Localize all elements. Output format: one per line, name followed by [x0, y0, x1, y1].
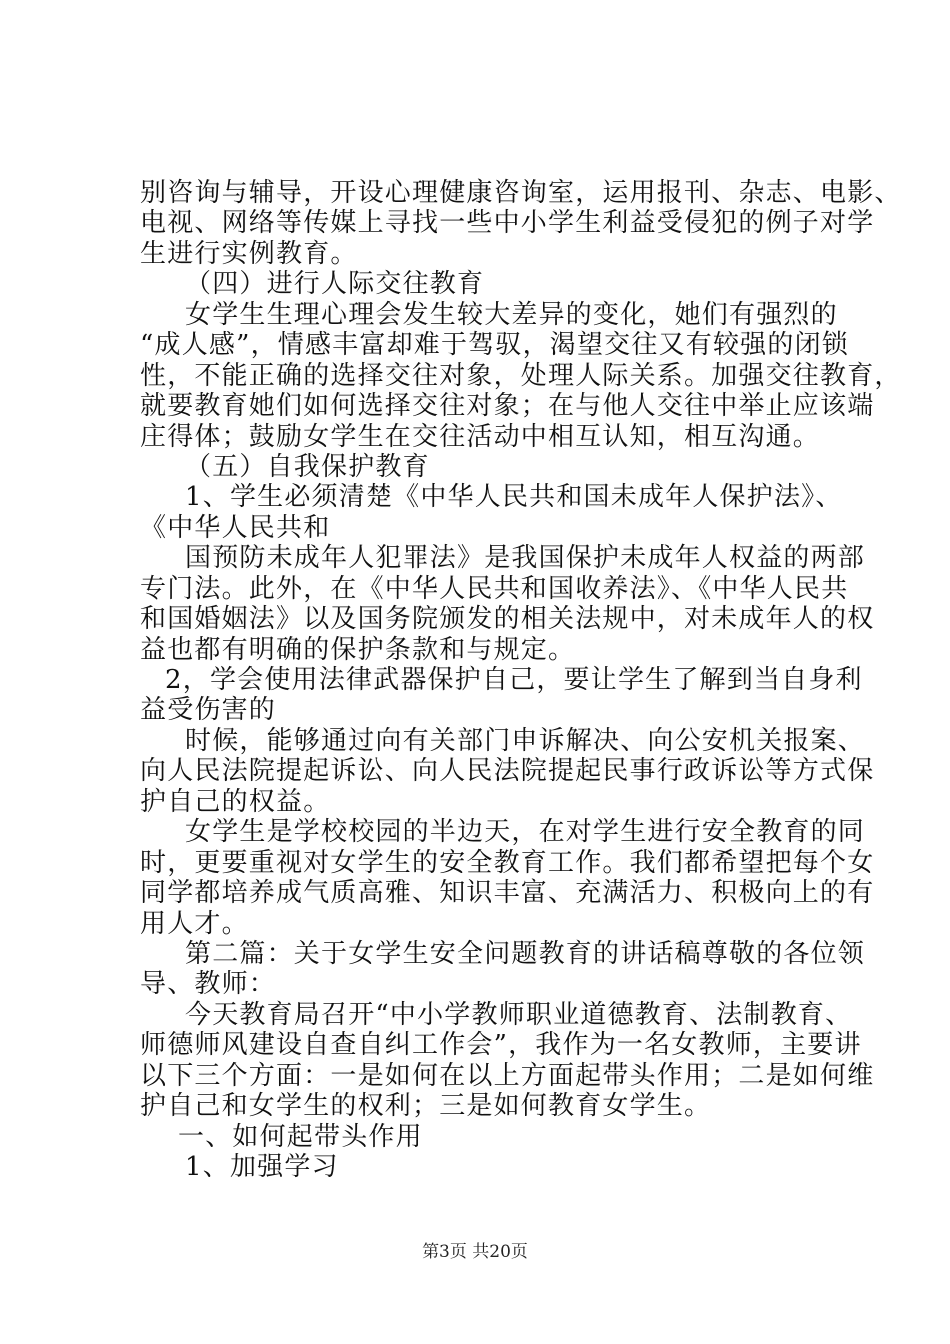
text-line: 电视、网络等传媒上寻找一些中小学生利益受侵犯的例子对学 — [140, 208, 875, 238]
text-line: 益也都有明确的保护条款和与规定。 — [140, 635, 576, 665]
page-footer: 第3页 共20页 — [422, 1242, 528, 1262]
text-line: 护自己和女学生的权利；三是如何教育女学生。 — [140, 1091, 712, 1121]
text-line: 向人民法院提起诉讼、向人民法院提起民事行政诉讼等方式保 — [140, 756, 875, 786]
text-line: 1、学生必须清楚《中华人民共和国未成年人保护法》、 — [185, 482, 843, 512]
text-line: 生进行实例教育。 — [140, 239, 358, 269]
text-line: 今天教育局召开“中小学教师职业道德教育、法制教育、 — [185, 1000, 853, 1030]
text-line: 女学生是学校校园的半边天，在对学生进行安全教育的同 — [185, 817, 866, 847]
text-line: 庄得体；鼓励女学生在交往活动中相互认知，相互沟通。 — [140, 422, 821, 452]
text-line: 性，不能正确的选择交往对象，处理人际关系。加强交往教育， — [140, 361, 902, 391]
text-line: 国预防未成年人犯罪法》是我国保护未成年人权益的两部 — [185, 543, 866, 573]
text-line: “成人感”，情感丰富却难于驾驭，渴望交往又有较强的闭锁 — [140, 330, 849, 360]
text-line: 用人才。 — [140, 909, 249, 939]
text-line: 《中华人民共和 — [140, 513, 331, 543]
text-line: 时，更要重视对女学生的安全教育工作。我们都希望把每个女 — [140, 848, 875, 878]
text-line: 师德师风建设自查自纠工作会”，我作为一名女教师，主要讲 — [140, 1030, 862, 1060]
section-heading: （四）进行人际交往教育 — [185, 269, 485, 299]
text-line: 导、教师： — [140, 969, 277, 999]
text-line: 第二篇：关于女学生安全问题教育的讲话稿尊敬的各位领 — [185, 939, 866, 969]
subsection-heading: 1、加强学习 — [185, 1152, 339, 1182]
text-line: 益受伤害的 — [140, 695, 277, 725]
text-line: 护自己的权益。 — [140, 787, 331, 817]
text-line: 就要教育她们如何选择交往对象；在与他人交往中举止应该端 — [140, 391, 875, 421]
text-line: 别咨询与辅导，开设心理健康咨询室，运用报刊、杂志、电影、 — [140, 178, 902, 208]
text-line: 女学生生理心理会发生较大差异的变化，她们有强烈的 — [185, 300, 838, 330]
text-line: 专门法。此外，在《中华人民共和国收养法》、《中华人民共 — [140, 574, 849, 604]
text-line: 2，学会使用法律武器保护自己，要让学生了解到当自身利 — [165, 665, 863, 695]
section-heading: （五）自我保护教育 — [185, 452, 430, 482]
text-line: 和国婚姻法》以及国务院颁发的相关法规中，对未成年人的权 — [140, 604, 875, 634]
text-line: 以下三个方面：一是如何在以上方面起带头作用；二是如何维 — [140, 1061, 875, 1091]
text-line: 同学都培养成气质高雅、知识丰富、充满活力、积极向上的有 — [140, 878, 875, 908]
section-heading: 一、如何起带头作用 — [178, 1122, 423, 1152]
text-line: 时候，能够通过向有关部门申诉解决、向公安机关报案、 — [185, 726, 866, 756]
